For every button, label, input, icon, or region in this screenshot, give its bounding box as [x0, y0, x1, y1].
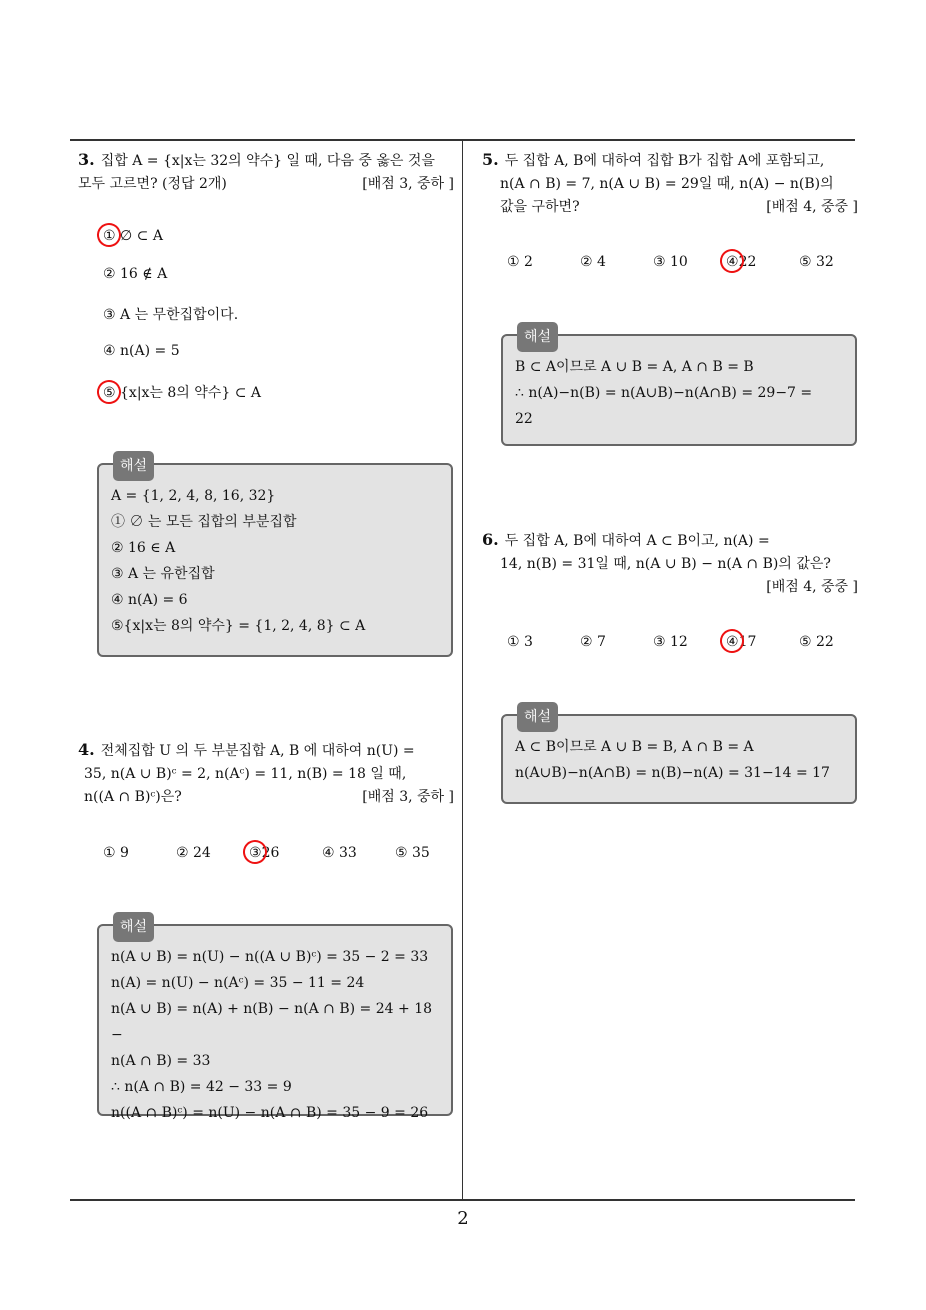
bottom-rule: [70, 1199, 855, 1201]
question-number: 5.: [482, 150, 499, 169]
question-5-line3: [482, 196, 858, 219]
solution-label: 해설: [113, 451, 154, 481]
choice-number: ④: [103, 343, 116, 359]
question-4: [78, 738, 454, 809]
question-3: [78, 148, 454, 196]
question-6-line3: [482, 576, 858, 599]
choice-text: A 는 무한집합이다.: [120, 307, 239, 323]
solution-line: ④ n(A) = 6: [111, 592, 188, 608]
choice: ⑤ 22: [799, 634, 834, 650]
question-text: 두 집합 A, B에 대하여 A ⊂ B이고, n(A) =: [504, 533, 770, 549]
choice: ③ 10: [653, 254, 688, 270]
question-3-line2: [78, 173, 454, 196]
q4-choices: [103, 845, 468, 861]
solution-label: 해설: [113, 912, 154, 942]
red-check-mark: [717, 246, 748, 277]
question-text: 두 집합 A, B에 대하여 집합 B가 집합 A에 포함되고,: [504, 153, 825, 169]
solution-line: 22: [515, 411, 533, 427]
question-6-line1: [482, 528, 858, 553]
solution-line: n(A ∪ B) = n(A) + n(B) − n(A ∩ B) = 24 + 18 −: [111, 1001, 433, 1043]
solution-line: n(A ∩ B) = 33: [111, 1053, 211, 1069]
question-text: 집합 A = {x|x는 32의 약수} 일 때, 다음 중 옳은 것을: [100, 153, 435, 169]
choice: ④ 33: [322, 845, 357, 861]
choice-marked: [249, 845, 322, 861]
q3-choice-4: [103, 343, 180, 359]
choice-value: 17: [738, 634, 757, 650]
red-check-mark: [94, 377, 125, 408]
solution-label: 해설: [517, 322, 558, 352]
question-text: 모두 고르면? (정답 2개): [78, 176, 227, 192]
question-text: n((A ∩ B)ᶜ)은?: [84, 789, 182, 805]
question-6-line2: 14, n(B) = 31일 때, n(A ∪ B) − n(A ∩ B)의 값은?: [500, 556, 831, 572]
q5-choices: [507, 254, 872, 270]
choice-number: ③: [249, 845, 262, 861]
choice-text: {x|x는 8의 약수} ⊂ A: [120, 385, 261, 401]
choice-marked: [726, 254, 799, 270]
choice-text: ∅ ⊂ A: [120, 228, 163, 244]
choice: ⑤ 35: [395, 845, 430, 861]
choice: ① 3: [507, 634, 533, 650]
solution-line: n(A ∪ B) = n(U) − n((A ∪ B)ᶜ) = 35 − 2 = 33: [111, 949, 429, 965]
question-5-line1: [482, 148, 858, 173]
solution-line: A ⊂ B이므로 A ∪ B = B, A ∩ B = A: [515, 739, 754, 755]
page-number: 2: [457, 1208, 469, 1229]
question-4-line2: 35, n(A ∪ B)ᶜ = 2, n(Aᶜ) = 11, n(B) = 18 일 때,: [84, 766, 407, 782]
red-check-mark: [717, 626, 748, 657]
choice: ② 24: [176, 845, 211, 861]
choice-value: 26: [261, 845, 280, 861]
q3-choice-5: [103, 382, 261, 402]
solution-line: n(A∪B)−n(A∩B) = n(B)−n(A) = 31−14 = 17: [515, 765, 830, 781]
question-text: 값을 구하면?: [500, 199, 580, 215]
solution-label: 해설: [517, 702, 558, 732]
question-number: 4.: [78, 740, 95, 759]
choice: ② 4: [580, 254, 606, 270]
choice: ① 2: [507, 254, 533, 270]
solution-line: ∴ n(A)−n(B) = n(A∪B)−n(A∩B) = 29−7 =: [515, 385, 813, 401]
red-check-mark: [94, 220, 125, 251]
choice-number: ①: [103, 228, 116, 244]
column-divider: [462, 140, 463, 1200]
choice: ⑤ 32: [799, 254, 834, 270]
choice-text: n(A) = 5: [120, 343, 180, 359]
q3-choice-2: [103, 266, 167, 282]
question-5-line2: n(A ∩ B) = 7, n(A ∪ B) = 29일 때, n(A) − n(B)의: [500, 176, 834, 192]
q3-solution-box: [97, 458, 453, 657]
question-text: 전체집합 U 의 두 부분집합 A, B 에 대하여 n(U) =: [100, 743, 415, 759]
choice-value: 22: [738, 254, 757, 270]
choice-number: ②: [103, 266, 116, 282]
question-number: 3.: [78, 150, 95, 169]
choice-number: ④: [726, 634, 739, 650]
choice-number: ③: [103, 307, 116, 323]
score-difficulty: [배점 4, 중중 ]: [766, 199, 858, 215]
q3-choice-1: [103, 228, 163, 244]
choice: ③ 12: [653, 634, 688, 650]
solution-line: ③ A 는 유한집합: [111, 566, 215, 582]
question-4-line3: [78, 786, 454, 809]
choice-text: 16 ∉ A: [120, 266, 168, 282]
choice: ② 7: [580, 634, 606, 650]
q3-choice-3: [103, 304, 238, 324]
q5-solution-box: [501, 329, 857, 446]
solution-line: ∴ n(A ∩ B) = 42 − 33 = 9: [111, 1079, 292, 1095]
solution-line: ⑤{x|x는 8의 약수} = {1, 2, 4, 8} ⊂ A: [111, 618, 366, 634]
question-6: [482, 528, 858, 599]
solution-line: n((A ∩ B)ᶜ) = n(U) − n(A ∩ B) = 35 − 9 = 26: [111, 1105, 429, 1121]
question-5: [482, 148, 858, 219]
choice: ① 9: [103, 845, 129, 861]
choice-number: ⑤: [103, 385, 116, 401]
red-check-mark: [240, 837, 271, 868]
solution-line: ② 16 ∈ A: [111, 540, 176, 556]
q6-solution-box: [501, 709, 857, 804]
score-difficulty: [배점 3, 중하 ]: [362, 789, 454, 805]
solution-line: n(A) = n(U) − n(Aᶜ) = 35 − 11 = 24: [111, 975, 365, 991]
score-difficulty: [배점 4, 중중 ]: [766, 579, 858, 595]
q6-choices: [507, 634, 872, 650]
question-4-line1: [78, 738, 454, 763]
question-number: 6.: [482, 530, 499, 549]
choice-marked: [726, 634, 799, 650]
solution-line: B ⊂ A이므로 A ∪ B = A, A ∩ B = B: [515, 359, 754, 375]
solution-line: ① ∅ 는 모든 집합의 부분집합: [111, 514, 297, 530]
solution-line: A = {1, 2, 4, 8, 16, 32}: [111, 488, 276, 504]
q4-solution-box: [97, 919, 453, 1121]
score-difficulty: [배점 3, 중하 ]: [362, 176, 454, 192]
question-3-line1: [78, 148, 454, 173]
choice-number: ④: [726, 254, 739, 270]
